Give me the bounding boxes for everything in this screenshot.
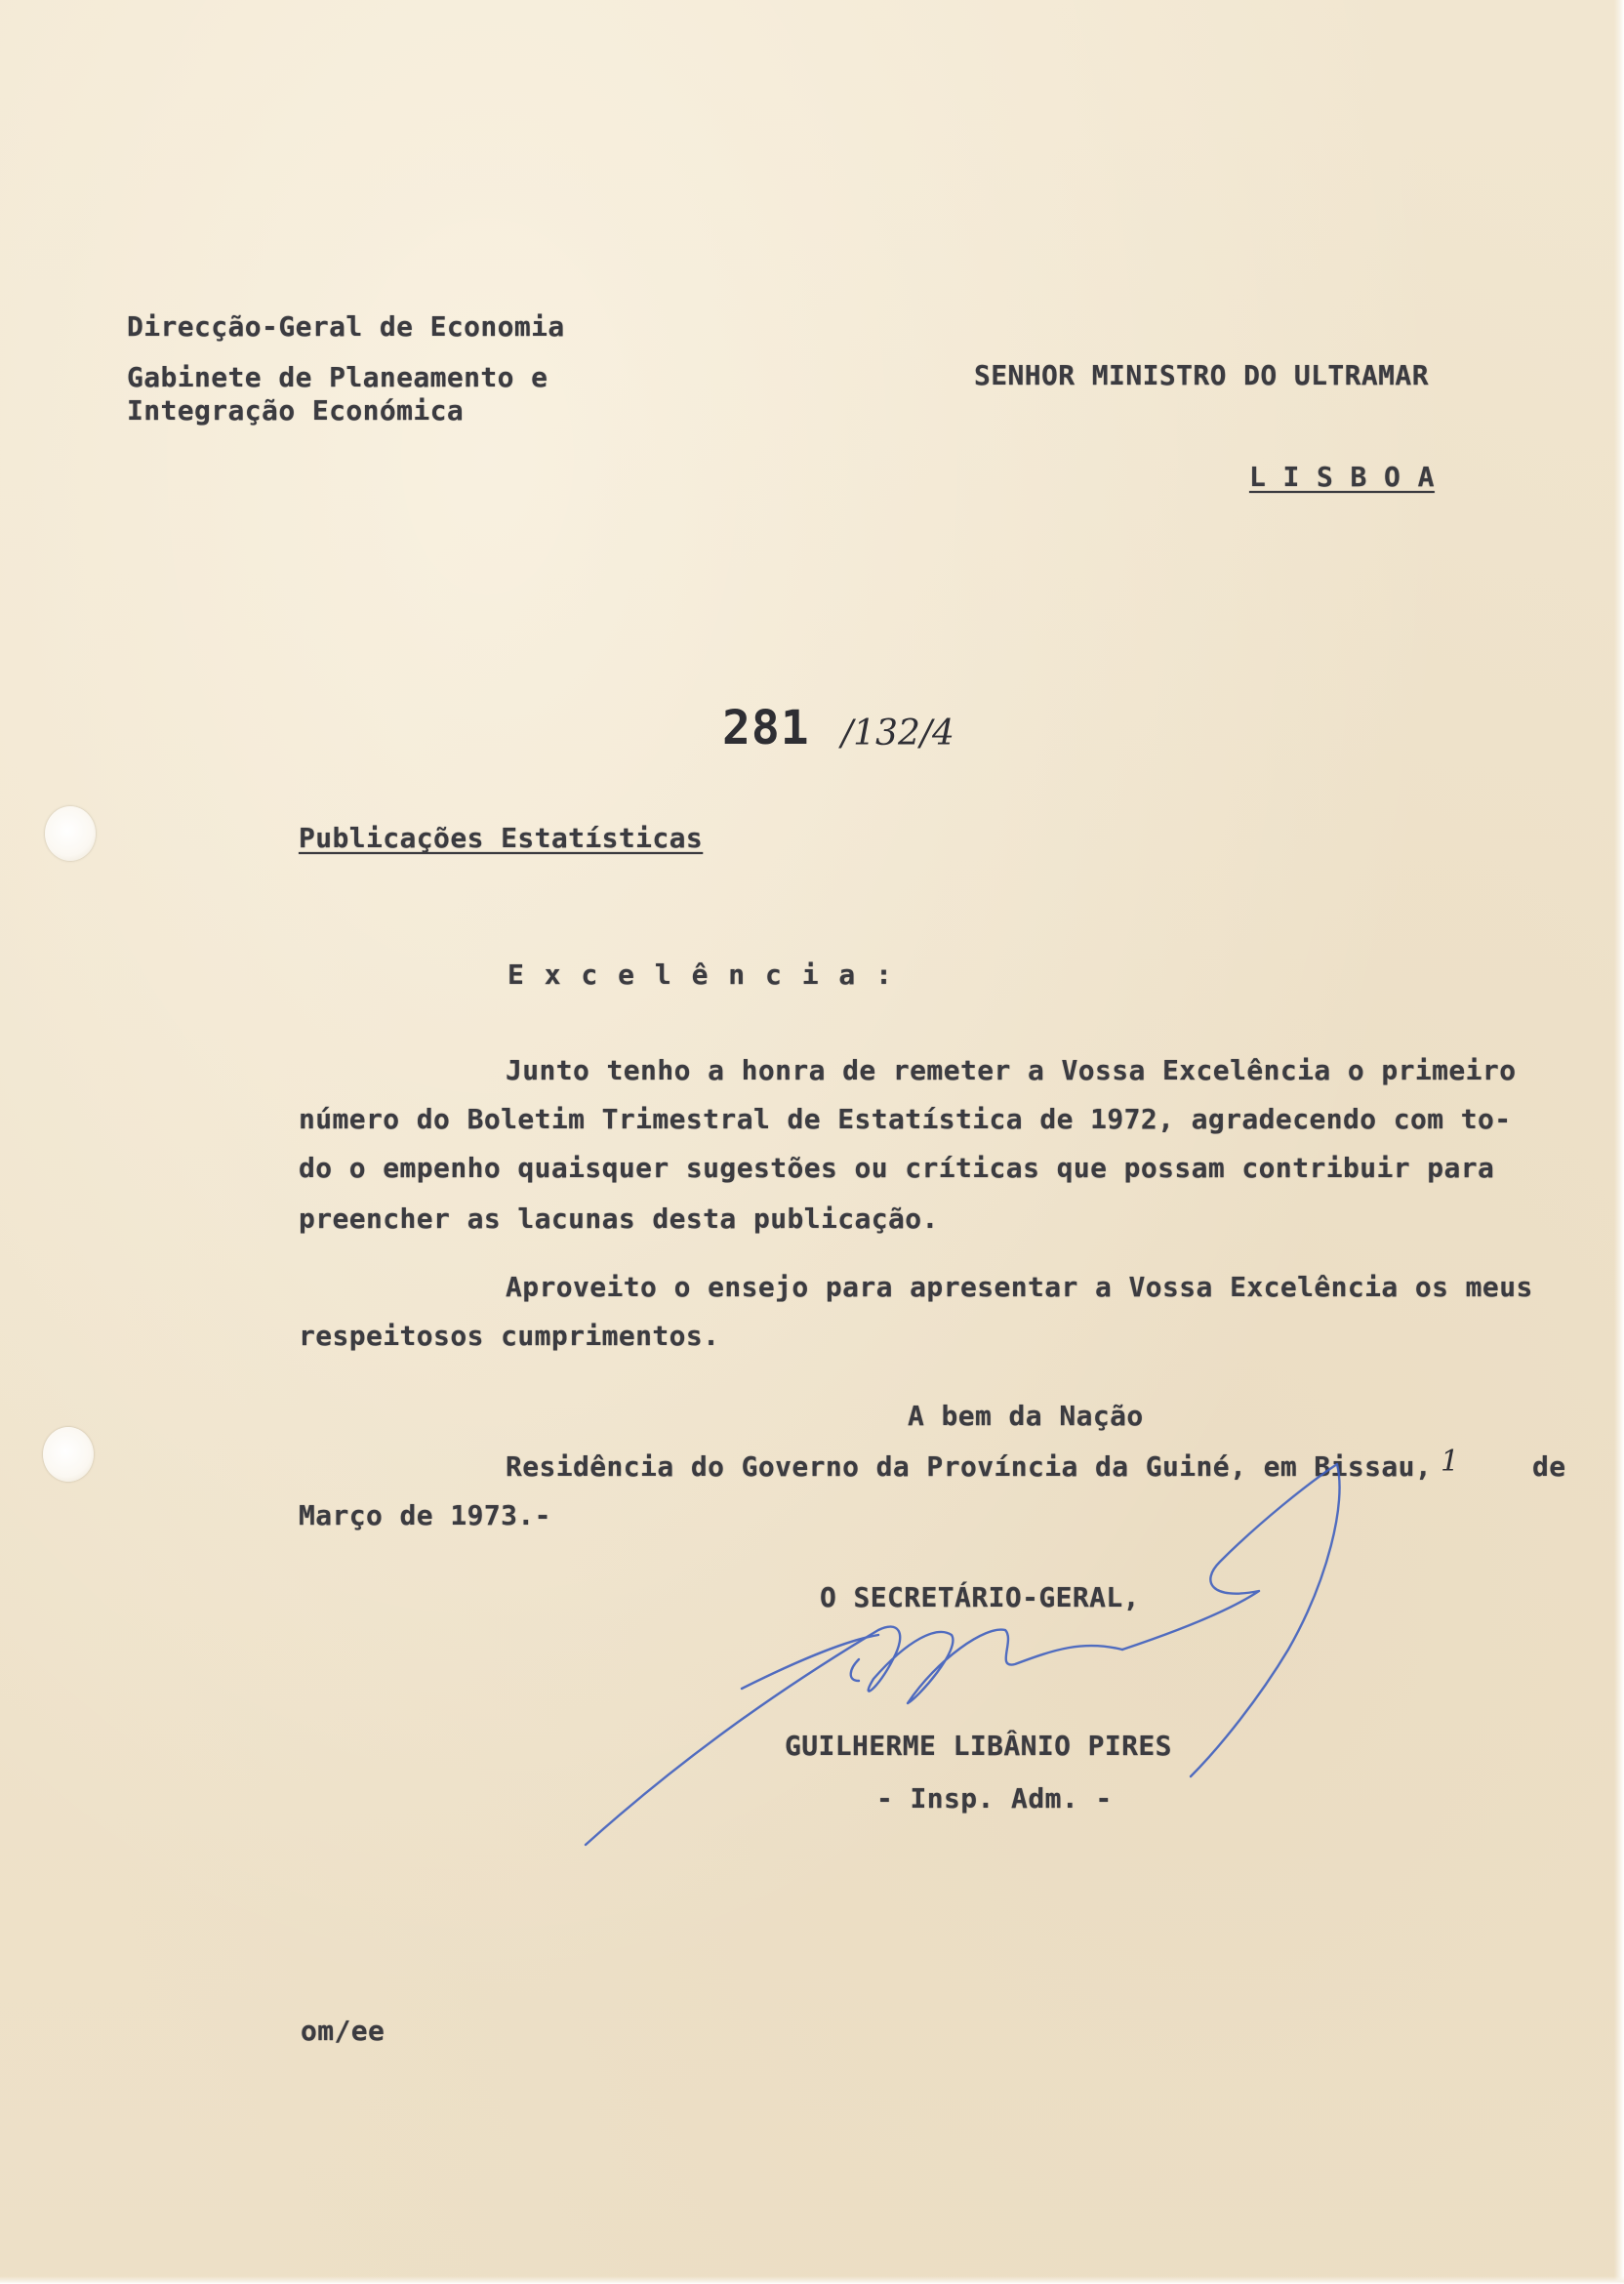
closing-de: de	[1532, 1450, 1566, 1483]
reference-number: 281	[722, 701, 810, 755]
signature-name: GUILHERME LIBÂNIO PIRES	[785, 1730, 1172, 1762]
typist-initials: om/ee	[301, 2015, 386, 2047]
body-p1-line-2: número do Boletim Trimestral de Estatística de 1972, agradecendo com to-	[299, 1103, 1512, 1135]
body-p2-line-2: respeitosos cumprimentos.	[299, 1320, 720, 1352]
closing-motto: A bem da Nação	[908, 1400, 1144, 1432]
closing-place-line: Residência do Governo da Província da Guiné, em Bissau,	[506, 1450, 1433, 1483]
closing-day-handwritten: 1	[1441, 1445, 1460, 1479]
addressee: SENHOR MINISTRO DO ULTRAMAR	[974, 359, 1429, 391]
body-p1-line-1: Junto tenho a honra de remeter a Vossa Excelência o primeiro	[506, 1054, 1517, 1086]
body-p2-line-1: Aproveito o ensejo para apresentar a Vossa Excelência os meus	[506, 1271, 1533, 1303]
subject-line: Publicações Estatísticas	[299, 822, 704, 854]
sender-line-3: Integração Económica	[127, 394, 465, 427]
body-p1-line-3: do o empenho quaisquer sugestões ou críticas que possam contribuir para	[299, 1152, 1495, 1184]
sender-line-1: Direcção-Geral de Economia	[127, 310, 565, 343]
signature-role: - Insp. Adm. -	[876, 1782, 1113, 1815]
signature-title: O SECRETÁRIO-GERAL,	[820, 1581, 1140, 1613]
salutation: E x c e l ê n c i a :	[508, 958, 895, 991]
body-p1-line-4: preencher as lacunas desta publicação.	[299, 1203, 939, 1235]
sender-line-2: Gabinete de Planeamento e	[127, 361, 548, 393]
reference-handwritten: /132/4	[841, 714, 954, 754]
closing-date-line-2: Março de 1973.-	[299, 1499, 551, 1531]
addressee-city: L I S B O A	[1249, 461, 1435, 493]
